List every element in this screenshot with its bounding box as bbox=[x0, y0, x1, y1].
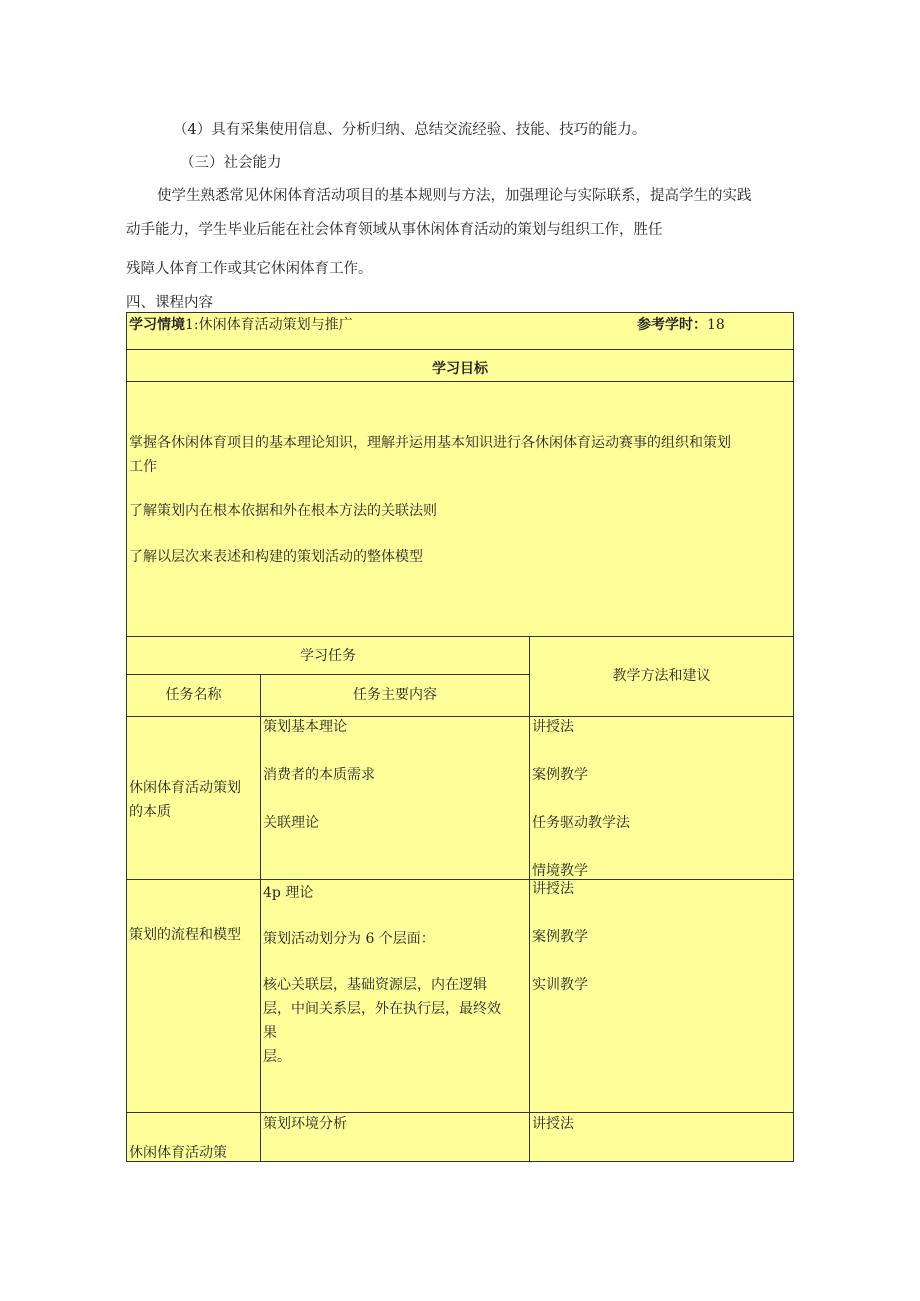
row-1-content-3: 关联理论 bbox=[263, 815, 319, 831]
col-task-name: 任务名称 bbox=[165, 687, 222, 703]
social-ability-heading: （三）社会能力 bbox=[180, 155, 282, 171]
row-3-content-1: 策划环境分析 bbox=[263, 1116, 347, 1132]
row-2-method-2: 案例教学 bbox=[532, 929, 588, 945]
row-2-content-3: 核心关联层，基础资源层，内在逻辑 bbox=[263, 977, 487, 993]
situation-label: 学习情境 bbox=[129, 317, 185, 333]
goal-2: 了解策划内在根本依据和外在根本方法的关联法则 bbox=[129, 503, 437, 519]
social-ability-line-3: 残障人体育工作或其它休闲体育工作。 bbox=[126, 261, 373, 277]
hours-label: 参考学时： bbox=[637, 317, 707, 333]
row-1-content-2: 消费者的本质需求 bbox=[263, 767, 375, 783]
row-divider bbox=[127, 381, 793, 382]
course-content-table bbox=[126, 312, 794, 1162]
row-divider bbox=[127, 1112, 793, 1113]
row-2-content-6: 层。 bbox=[263, 1049, 291, 1065]
row-divider bbox=[127, 636, 793, 637]
goal-1-line-1: 掌握各休闲体育项目的基本理论知识，理解并运用基本知识进行各休闲体育运动赛事的组织和策划 bbox=[129, 435, 731, 451]
row-1-name-line-1: 休闲体育活动策划 bbox=[129, 780, 241, 796]
row-1-name-line-2: 的本质 bbox=[129, 804, 171, 820]
row-divider bbox=[127, 716, 793, 717]
row-2-content-4: 层，中间关系层，外在执行层，最终效 bbox=[263, 1001, 501, 1017]
row-2-content-5: 果 bbox=[263, 1025, 277, 1041]
row-1-method-1: 讲授法 bbox=[532, 719, 574, 735]
situation-title bbox=[129, 313, 353, 337]
social-ability-line-2: 动手能力，学生毕业后能在社会体育领域从事休闲体育活动的策划与组织工作，胜任 bbox=[126, 222, 663, 238]
row-1-method-4: 情境教学 bbox=[532, 863, 588, 879]
ability-item-4: （4）具有采集使用信息、分析归纳、总结交流经验、技能、技巧的能力。 bbox=[173, 122, 647, 138]
row-divider bbox=[127, 674, 529, 675]
hours-value: 18 bbox=[707, 317, 725, 333]
row-2-content-1: 4p 理论 bbox=[263, 885, 314, 901]
row-1-method-2: 案例教学 bbox=[532, 767, 588, 783]
goals-header: 学习目标 bbox=[432, 361, 488, 377]
row-divider bbox=[127, 879, 793, 880]
row-1-method-3: 任务驱动教学法 bbox=[532, 815, 630, 831]
social-ability-line-1: 使学生熟悉常见休闲体育活动项目的基本规则与方法，加强理论与实际联系，提高学生的实践 bbox=[157, 188, 752, 204]
goal-1-line-2: 工作 bbox=[129, 459, 157, 475]
row-1-content-1: 策划基本理论 bbox=[263, 719, 347, 735]
goal-3: 了解以层次来表述和构建的策划活动的整体模型 bbox=[129, 549, 423, 565]
row-3-name: 休闲体育活动策 bbox=[129, 1145, 227, 1161]
row-3-method-1: 讲授法 bbox=[532, 1116, 574, 1132]
section-heading: 四、课程内容 bbox=[126, 295, 213, 311]
methods-header: 教学方法和建议 bbox=[612, 668, 711, 684]
row-2-content-2: 策划活动划分为 6 个层面： bbox=[263, 931, 435, 947]
row-2-method-3: 实训教学 bbox=[532, 977, 588, 993]
row-2-method-1: 讲授法 bbox=[532, 881, 574, 897]
situation-text: 1:休闲体育活动策划与推广 bbox=[185, 317, 353, 333]
row-2-name: 策划的流程和模型 bbox=[129, 927, 241, 943]
reference-hours bbox=[637, 313, 725, 337]
col-task-content: 任务主要内容 bbox=[353, 687, 437, 703]
row-divider bbox=[127, 349, 793, 350]
col-divider bbox=[529, 636, 530, 1161]
tasks-header: 学习任务 bbox=[300, 648, 356, 664]
col-divider bbox=[260, 674, 261, 1161]
